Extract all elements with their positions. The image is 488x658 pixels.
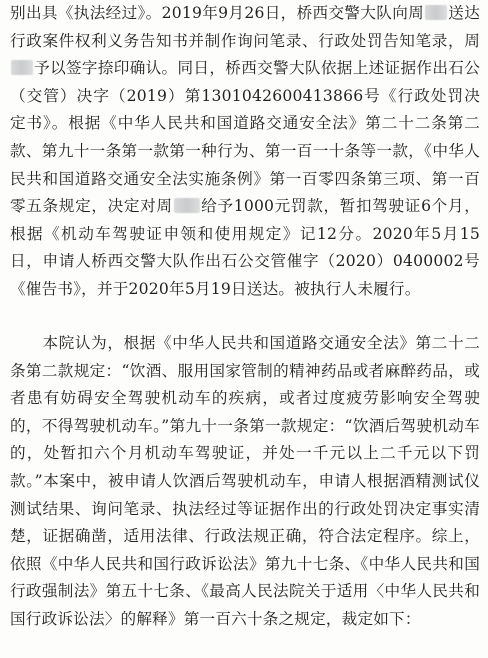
redaction-mark	[11, 60, 33, 75]
court-opinion-text: 本院认为，根据《中华人民共和国道路交通安全法》第二十二条第二款规定：“饮酒、服用国家管制的精神药品或者麻醉药品，或者患有妨碍安全驾驶机动车的疾病，或者过度疲劳影响安全驾驶的，不得驾驶机动车。”第九十一条第一款规定：“饮酒后驾驶机动车的，处暂扣六个月机动车驾驶证，并处一千元以上二千元以下罚款。”本案中，被申请人饮酒后驾驶机动车，申请人根据酒精测试仪测试结果、询问笔录、执法经过等证据作出的行政处罚决定事实清楚，证据确凿，适用法律、行政法规正确，符合法定程序。综上，依照《中华人民共和国行政诉讼法》第九十七条、《中华人民共和国行政强制法》第五十七条、《最高人民法院关于适用〈中华人民共和国行政诉讼法〉的解释》第一百六十条之规定，裁定如下：	[10, 334, 480, 628]
redaction-mark	[174, 198, 200, 213]
body-paragraph-court-opinion	[10, 330, 480, 634]
facts-text-part-d: 给予1000元罚款，暂扣驾驶证6个月，根据《机动车驾驶证申领和使用规定》记12分。2020年5月15日，申请人桥西交警大队作出石公交管催字（2020）0400002号《催告书》，并于2020年5月19日送达。被执行人未履行。	[10, 197, 480, 298]
facts-text-part-a: 别出具《执法经过》。2019年9月26日，桥西交警大队向周	[10, 4, 425, 22]
redaction-mark	[425, 5, 447, 20]
facts-text-part-c: 予以签字捺印确认。同日，桥西交警大队依据上述证据作出石公（交管）决字（2019）第1301042600413866号《行政处罚决定书》。根据《中华人民共和国道路交通安全法》第二十二条第二款、第九十一条第一款第一种行为、第一百一十条等一款，《中华人民共和国道路交通安全法实施条例》第一百零四条第三项、第一百零五条规定，决定对周	[10, 59, 480, 216]
body-paragraph-facts	[10, 0, 480, 304]
facts-text-part-b: 送达行政案件权利义务告知书并制作询问笔录、行政处罚告知笔录，周	[10, 4, 481, 50]
